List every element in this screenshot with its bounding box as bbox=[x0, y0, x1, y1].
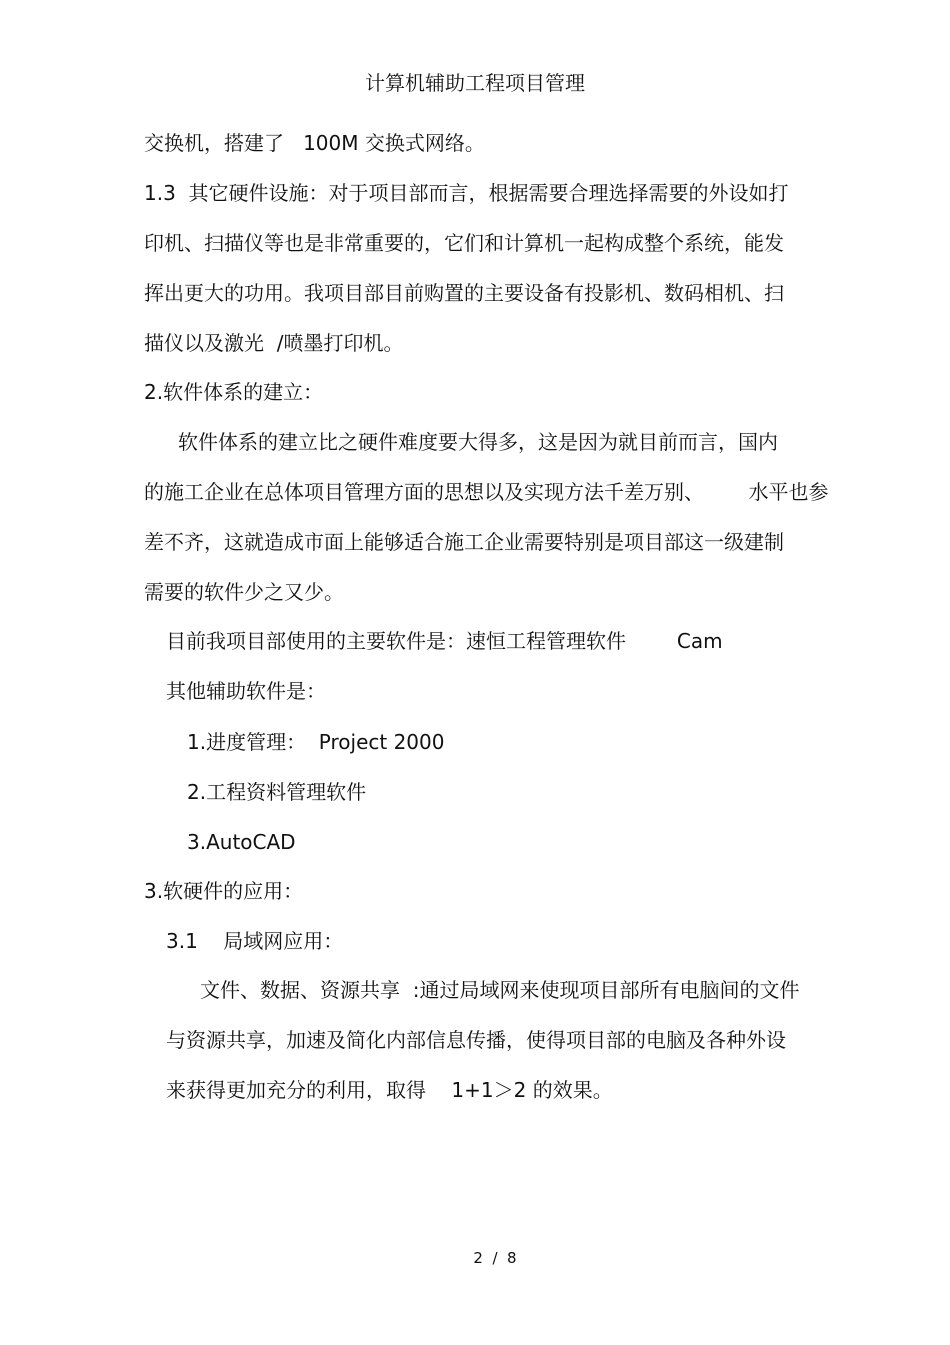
subsection-heading-3-1: 3.1 局域网应用： bbox=[166, 929, 344, 953]
body-line-19: 与资源共享，加速及简化内部信息传播，使得项目部的电脑及各种外设 bbox=[166, 1028, 786, 1052]
section-heading-2: 2.软件体系的建立： bbox=[144, 380, 324, 404]
body-line-11: 目前我项目部使用的主要软件是：速恒工程管理软件 Cam bbox=[166, 629, 723, 653]
section-heading-3: 3.软硬件的应用： bbox=[144, 879, 304, 903]
body-line-5: 描仪以及激光 /喷墨打印机。 bbox=[144, 331, 404, 355]
body-line-3: 印机、扫描仪等也是非常重要的，它们和计算机一起构成整个系统，能发 bbox=[144, 231, 784, 255]
body-line-20: 来获得更加充分的利用，取得 1+1＞2 的效果。 bbox=[166, 1078, 613, 1102]
list-item-3: 3.AutoCAD bbox=[187, 830, 296, 854]
body-line-2: 1.3 其它硬件设施：对于项目部而言，根据需要合理选择需要的外设如打 bbox=[144, 181, 789, 205]
body-line-8: 的施工企业在总体项目管理方面的思想以及实现方法千差万别、 水平也参 bbox=[144, 480, 829, 504]
body-line-4: 挥出更大的功用。我项目部目前购置的主要设备有投影机、数码相机、扫 bbox=[144, 281, 784, 305]
body-line-1: 交换机，搭建了 100M 交换式网络。 bbox=[144, 131, 485, 155]
body-line-12: 其他辅助软件是： bbox=[166, 679, 326, 703]
body-line-9: 差不齐，这就造成市面上能够适合施工企业需要特别是项目部这一级建制 bbox=[144, 530, 784, 554]
body-line-18: 文件、数据、资源共享 :通过局域网来使现项目部所有电脑间的文件 bbox=[200, 978, 800, 1002]
list-item-2: 2.工程资料管理软件 bbox=[187, 780, 367, 804]
page-number: 2 / 8 bbox=[473, 1249, 517, 1267]
page-header-title: 计算机辅助工程项目管理 bbox=[365, 71, 585, 95]
list-item-1: 1.进度管理： Project 2000 bbox=[187, 730, 445, 754]
body-line-10: 需要的软件少之又少。 bbox=[144, 580, 344, 604]
body-line-7: 软件体系的建立比之硬件难度要大得多，这是因为就目前而言，国内 bbox=[178, 430, 778, 454]
